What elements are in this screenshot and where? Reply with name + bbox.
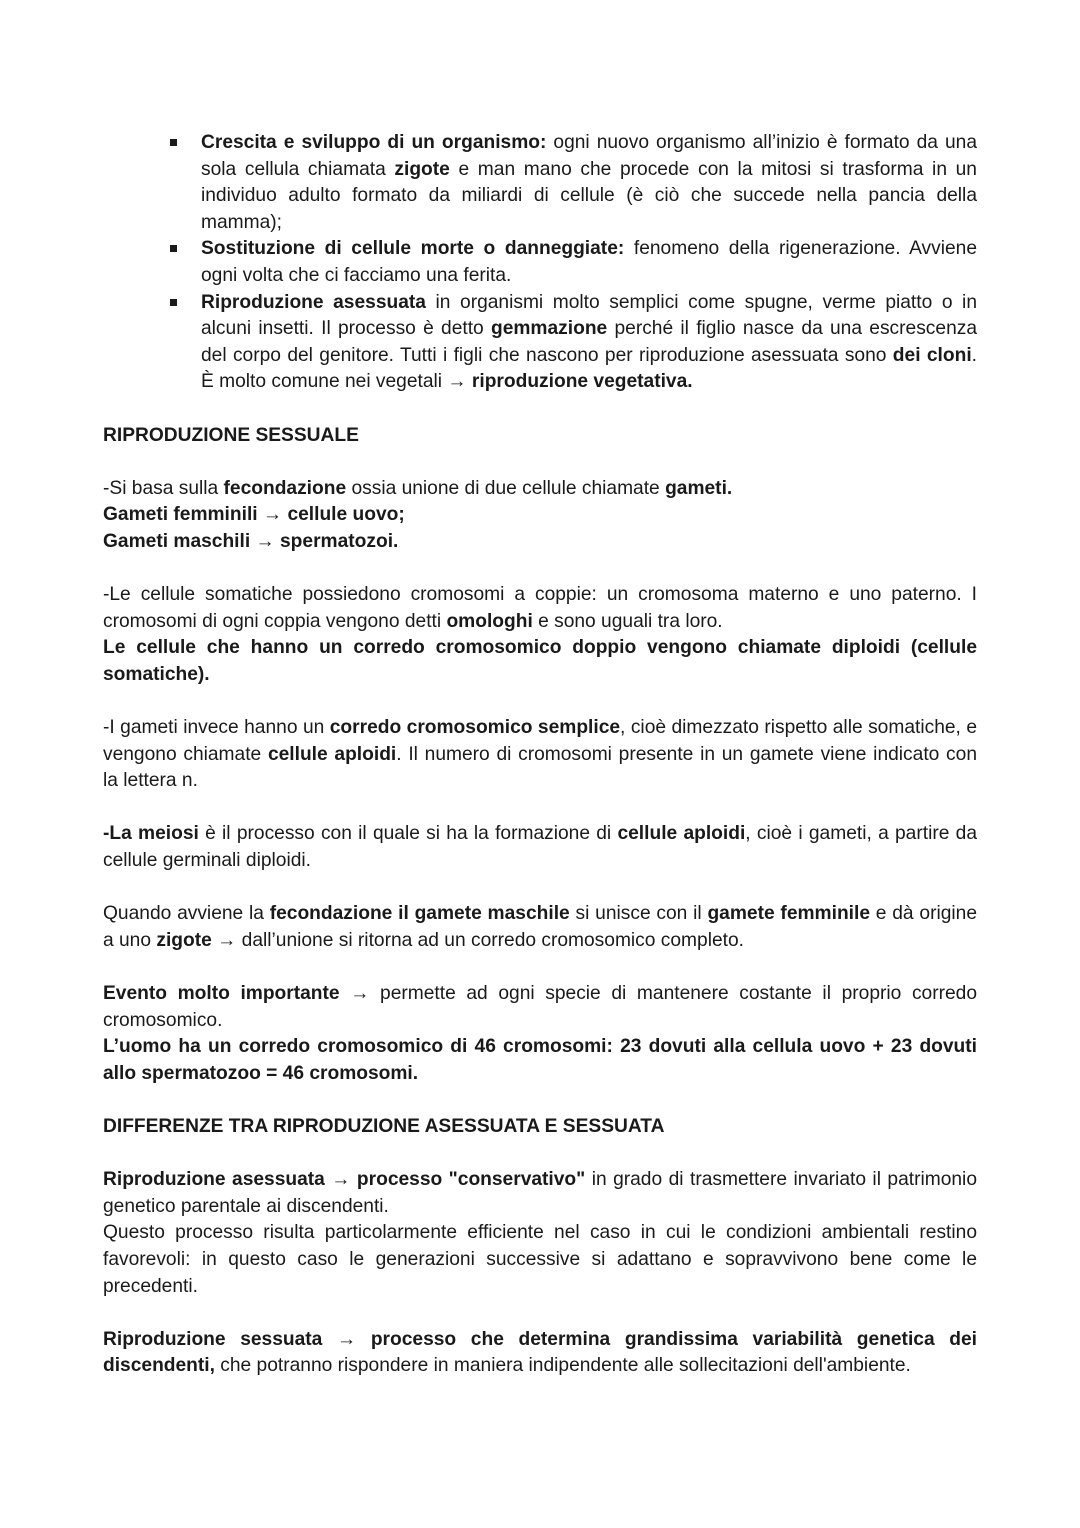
text: , cioè dimezzato rispetto alle somatiche, e vengono chiamate: [103, 717, 977, 765]
section-heading: [103, 423, 977, 450]
paragraph: [103, 582, 977, 635]
text: ossia unione di due cellule chiamate: [346, 477, 666, 499]
text: e man mano che procede con la mitosi si trasforma in un individuo adulto formato da miliardi di cellule (è ciò che succede nella pancia della mamma);: [201, 158, 977, 233]
bold-text: gameti.: [665, 477, 733, 499]
text: in organismi molto semplici come spugne, verme piatto o in alcuni insetti. Il processo è detto: [201, 291, 977, 340]
list-item: [201, 290, 977, 396]
paragraph: [103, 635, 977, 688]
bold-text: zigote: [156, 929, 212, 951]
bold-text: Crescita e sviluppo di un organismo:: [201, 132, 547, 153]
paragraph: [103, 715, 977, 795]
text: Quando avviene la: [103, 903, 270, 925]
text: che potranno rispondere in maniera indipendente alle sollecitazioni dell'ambiente.: [214, 1355, 911, 1377]
bold-text: L’uomo ha un corredo cromosomico di 46 cromosomi: 23 dovuti alla cellula uovo + 23 dovuti allo spermatozoo = 46 cromosomi.: [103, 1036, 977, 1084]
text: → dall’unione si ritorna ad un corredo cromosomico completo.: [211, 929, 744, 951]
bold-text: zigote: [394, 158, 450, 180]
bold-text: Riproduzione asessuata → processo "conservativo": [103, 1169, 586, 1191]
text: -Si basa sulla: [103, 477, 224, 499]
bold-text: Riproduzione asessuata: [201, 291, 426, 313]
paragraph: [103, 1167, 977, 1220]
text: e dà origine a uno: [103, 903, 977, 951]
bold-text: gemmazione: [490, 318, 608, 340]
bold-text: fecondazione: [223, 477, 347, 499]
paragraph: [103, 1327, 977, 1380]
text: si unisce con il: [569, 903, 708, 925]
paragraph: [103, 821, 977, 874]
paragraph: [103, 901, 977, 954]
text: perché il figlio nasce da una escrescenza del corpo del genitore. Tutti i figli che nascono per riproduzione asessuata sono: [201, 318, 977, 366]
text: -I gameti invece hanno un: [103, 717, 330, 739]
list-item: [201, 236, 977, 289]
text: Questo processo risulta particolarmente efficiente nel caso in cui le condizioni ambientali restino favorevoli: in questo caso le generazioni successive si adattano e sopravvivono bene come le precedenti.: [103, 1222, 977, 1297]
text: . Il numero di cromosomi presente in un gamete viene indicato con la lettera n.: [103, 743, 977, 792]
text: e sono uguali tra loro.: [532, 610, 723, 632]
document-content: [103, 130, 977, 1380]
bold-text: omologhi: [446, 610, 533, 632]
bold-text: cellule aploidi: [617, 823, 746, 845]
bold-text: gamete femminile: [707, 903, 870, 925]
section-heading: [103, 1114, 977, 1141]
paragraph: [103, 529, 977, 556]
paragraph: [103, 1034, 977, 1087]
text: → permette ad ogni specie di mantenere costante il proprio corredo cromosomico.: [103, 983, 977, 1031]
bold-text: Riproduzione sessuata → processo che determina grandissima variabilità genetica dei discendenti,: [103, 1328, 977, 1377]
bold-text: Sostituzione di cellule morte o danneggiate:: [201, 238, 625, 260]
bold-text: Gameti femminili → cellule uovo;: [103, 504, 405, 526]
heading-text: RIPRODUZIONE SESSUALE: [103, 424, 359, 446]
bold-text: corredo cromosomico semplice: [329, 717, 621, 739]
bullet-list: [103, 130, 977, 396]
text: , cioè i gameti, a partire da cellule germinali diploidi.: [103, 823, 977, 872]
list-item: [201, 130, 977, 236]
bold-text: fecondazione il gamete maschile: [269, 903, 570, 925]
text: . È molto comune nei vegetali →: [201, 344, 978, 393]
paragraph: [103, 476, 977, 503]
bold-text: cellule aploidi: [267, 743, 397, 765]
bold-text: -La meiosi: [103, 823, 199, 845]
paragraph: [103, 502, 977, 529]
bold-text: dei cloni: [892, 344, 972, 366]
paragraph: [103, 981, 977, 1034]
paragraph: [103, 1220, 977, 1300]
bold-text: Gameti maschili → spermatozoi.: [103, 530, 399, 552]
text: in grado di trasmettere invariato il patrimonio genetico parentale ai discendenti.: [103, 1169, 977, 1217]
heading-text: DIFFERENZE TRA RIPRODUZIONE ASESSUATA E SESSUATA: [103, 1115, 665, 1137]
text: è il processo con il quale si ha la formazione di: [198, 823, 618, 845]
bold-text: riproduzione vegetativa.: [471, 371, 693, 393]
text: -Le cellule somatiche possiedono cromosomi a coppie: un cromosoma materno e uno paterno. I cromosomi di ogni coppia vengono detti: [103, 584, 977, 632]
bold-text: Evento molto importante: [103, 983, 340, 1004]
text: ogni nuovo organismo all’inizio è formato da una sola cellula chiamata: [201, 132, 977, 180]
text: fenomeno della rigenerazione. Avviene ogni volta che ci facciamo una ferita.: [201, 238, 977, 286]
bold-text: Le cellule che hanno un corredo cromosomico doppio vengono chiamate diploidi (cellule somatiche).: [103, 637, 977, 685]
